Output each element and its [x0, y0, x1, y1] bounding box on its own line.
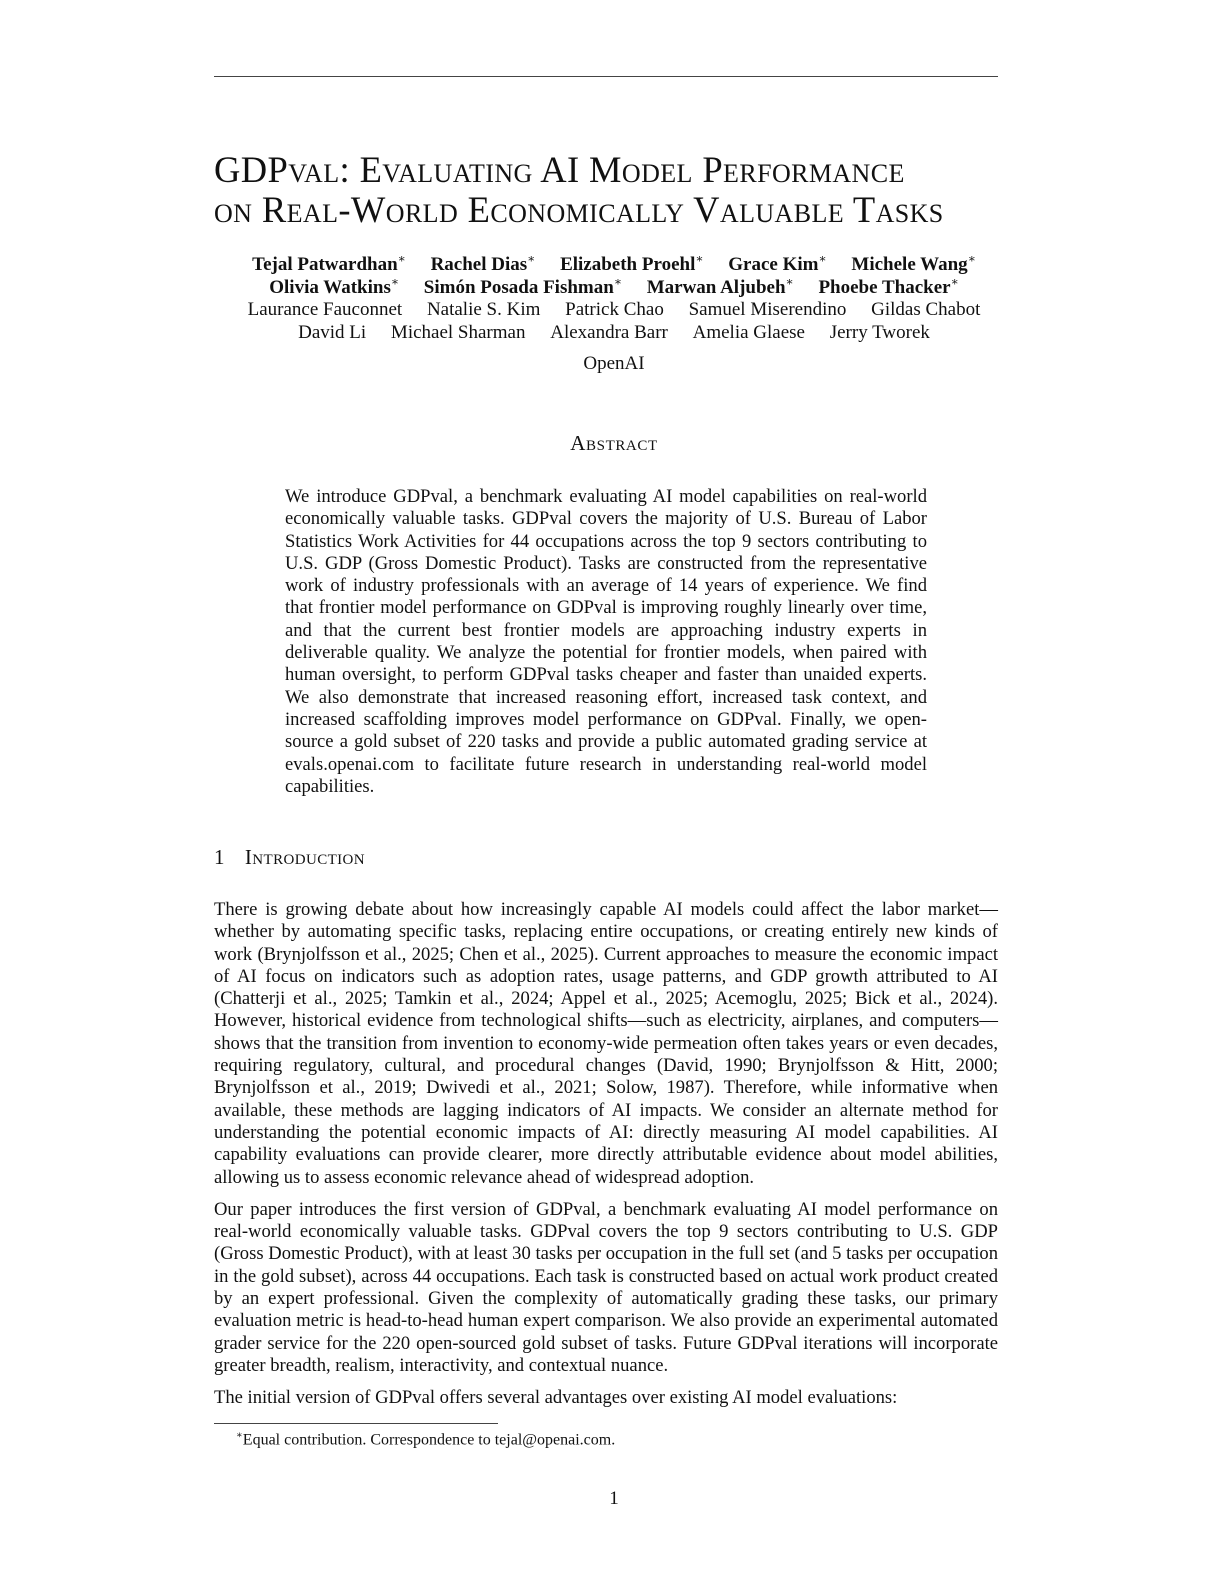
author-name: Tejal Patwardhan∗	[252, 251, 406, 275]
author-name: Amelia Glaese	[692, 321, 805, 343]
footnote	[236, 1430, 615, 1449]
author-name: Natalie S. Kim	[426, 299, 541, 320]
author-name: Jerry Tworek	[829, 321, 930, 343]
author-name: Michele Wang∗	[851, 251, 976, 275]
author-name: Gildas Chabot	[871, 299, 981, 320]
title-line-2: on Real-World Economically Valuable Tasks	[214, 189, 944, 230]
author-line-2	[214, 274, 1014, 300]
body-text	[214, 899, 998, 1420]
paragraph: The initial version of GDPval offers several advantages over existing AI model evaluations:	[214, 1387, 898, 1409]
author-name: Michael Sharman	[390, 321, 526, 343]
author-name: Grace Kim∗	[728, 251, 827, 275]
author-name: Patrick Chao	[565, 299, 664, 320]
paragraph: There is growing debate about how increasingly capable AI models could affect the labor market—whether by automating specific tasks, replacing entire occupations, or creating entirely new kinds of work (Brynjolfsson et al., 2025; Chen et al., 2025). Current approaches to measure the economic impact of AI focus on indicators such as adoption rates, usage patterns, and GDP growth attributed to AI (Chatterji et al., 2025; Tamkin et al., 2024; Appel et al., 2025; Acemoglu, 2025; Bick et al., 2024). However, historical evidence from technological shifts—such as electricity, airplanes, and computers—shows that the transition from invention to economy-wide permeation often takes years or even decades, requiring regulatory, cultural, and procedural changes (David, 1990; Brynjolfsson & Hitt, 2000; Brynjolfsson et al., 2019; Dwivedi et al., 2021; Solow, 1987). Therefore, while informative when available, these methods are lagging indicators of AI impacts. We consider an alternate method for understanding the potential economic impacts of AI: directly measuring AI model capabilities. AI capability evaluations can provide clearer, more directly attributable evidence about model abilities, allowing us to assess economic relevance ahead of widespread adoption.	[214, 899, 998, 1188]
author-name: Simón Posada Fishman∗	[423, 274, 622, 298]
author-list	[214, 251, 1014, 344]
affiliation: OpenAI	[583, 353, 645, 374]
author-name: Samuel Miserendino	[688, 299, 847, 320]
author-line-1	[214, 251, 1014, 277]
footnote-rule	[214, 1423, 498, 1424]
title-line-1: GDPval: Evaluating AI Model Performance	[214, 149, 905, 190]
author-name: Elizabeth Proehl∗	[560, 251, 704, 275]
header-rule	[214, 76, 998, 77]
abstract-heading: Abstract	[570, 431, 658, 455]
author-name: Marwan Aljubeh∗	[646, 274, 794, 298]
author-name: David Li	[298, 321, 367, 343]
author-name: Alexandra Barr	[550, 321, 668, 343]
abstract-text: We introduce GDPval, a benchmark evaluating AI model capabilities on real-world economically valuable tasks. GDPval covers the majority of U.S. Bureau of Labor Statistics Work Activities for 44 occupations across the top 9 sectors contributing to U.S. GDP (Gross Domestic Product). Tasks are constructed from the representative work of industry professionals with an average of 14 years of experience. We find that frontier model performance on GDPval is improving roughly linearly over time, and that the current best frontier models are approaching industry experts in deliverable quality. We analyze the potential for frontier models, when paired with human oversight, to perform GDPval tasks cheaper and faster than unaided experts. We also demonstrate that increased reasoning effort, increased task context, and increased scaffolding improves model performance on GDPval. Finally, we open-source a gold subset of 220 tasks and provide a public automated grading service at evals.openai.com to facilitate future research in understanding real-world model capabilities.	[285, 486, 927, 797]
author-name: Phoebe Thacker∗	[818, 274, 959, 298]
author-line-4	[214, 322, 1014, 345]
section-title: Introduction	[244, 845, 366, 869]
footnote-text: Equal contribution. Correspondence to tejal@openai.com.	[242, 1431, 616, 1449]
paragraph: Our paper introduces the first version of GDPval, a benchmark evaluating AI model performance on real-world economically valuable tasks. GDPval covers the top 9 sectors contributing to U.S. GDP (Gross Domestic Product), with at least 30 tasks per occupation in the full set (and 5 tasks per occupation in the gold subset), across 44 occupations. Each task is constructed based on actual work product created by an expert professional. Given the complexity of automatically grading these tasks, our primary evaluation metric is head-to-head human expert comparison. We also provide an experimental automated grader service for the 220 open-sourced gold subset of tasks. Future GDPval iterations will incorporate greater breadth, realism, interactivity, and contextual nuance.	[214, 1198, 998, 1376]
author-line-3	[214, 299, 1014, 322]
page-number: 1	[609, 1488, 619, 1509]
author-name: Olivia Watkins∗	[269, 274, 400, 298]
author-name: Rachel Dias∗	[430, 251, 536, 275]
section-heading	[214, 845, 365, 870]
author-name: Laurance Fauconnet	[247, 299, 403, 320]
paper-title	[214, 150, 1004, 230]
section-number: 1	[214, 845, 225, 869]
footnote-marker: ∗	[236, 1430, 243, 1441]
